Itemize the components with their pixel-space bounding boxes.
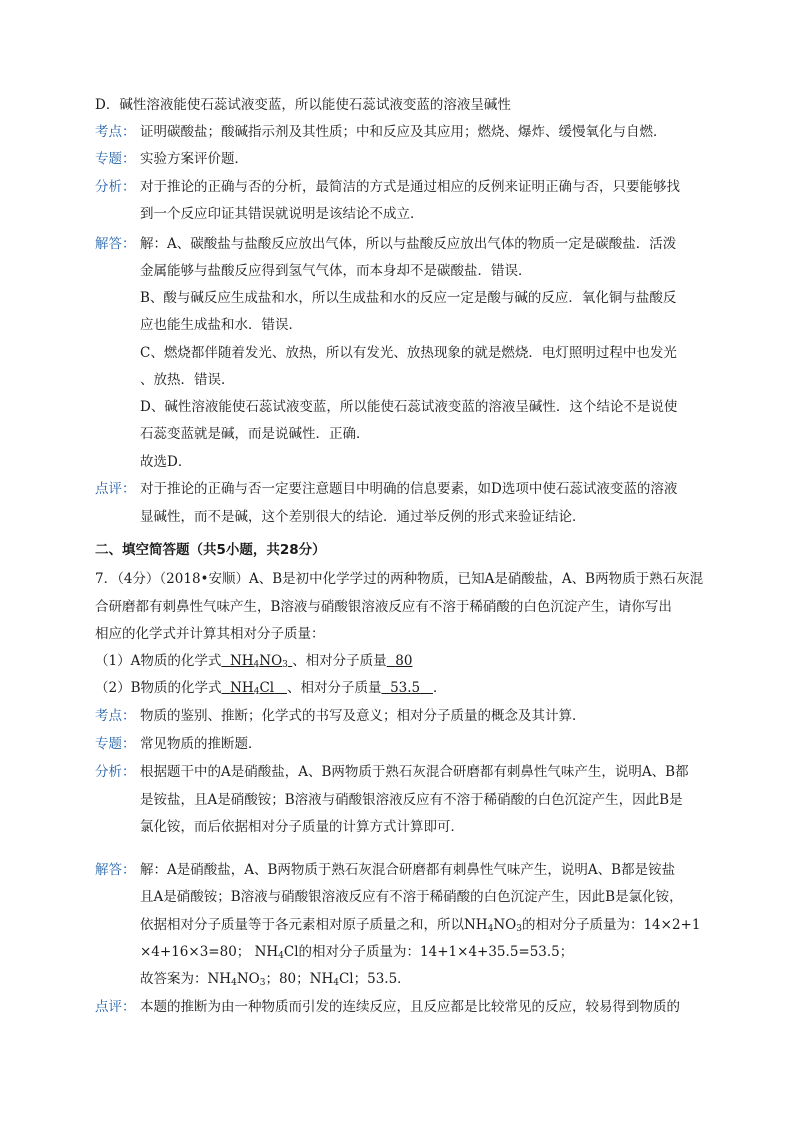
dianping-line: 对于推论的正确与否一定要注意题目中明确的信息要素，如D选项中使石蕊试液变蓝的溶液	[140, 481, 678, 497]
fenxi-label: 分析：	[95, 179, 136, 195]
q7-jieda-line: 且A是硝酸铵；B溶液与硝酸银溶液反应有不溶于稀硝酸的白色沉淀产生，因此B是氯化铵，	[140, 889, 683, 905]
q7-jieda-label: 解答：	[95, 862, 136, 878]
q7-jieda-line: 依据相对分子质量等于各元素相对原子质量之和，所以$NH_4NO_3$的相对分子质量为：14×2+1	[140, 917, 701, 934]
sub2-mid: 、相对分子质量	[286, 680, 382, 696]
q7-sub2: （2）B物质的化学式 $NH_4Cl$ 、相对分子质量 53.5 ．	[95, 675, 705, 702]
kaodian-label: 考点：	[95, 124, 136, 140]
section-heading: 二、填空简答题（共5小题，共28分）	[95, 542, 326, 558]
q7-jieda-answer: 故答案为：$NH_4NO_3$；80；$NH_4Cl$；53.5．	[140, 971, 411, 988]
jieda-line: 故选D．	[140, 454, 192, 470]
q7-kaodian-label: 考点：	[95, 708, 136, 724]
q7-fenxi-label: 分析：	[95, 764, 136, 780]
sub2-answer-mass: 53.5	[390, 680, 421, 696]
jieda-line: 金属能够与盐酸反应得到氢气气体，而本身却不是碳酸盐．错误．	[140, 263, 532, 279]
zhuanti-label: 专题：	[95, 151, 136, 167]
sub1-prefix: （1）A物质的化学式	[95, 653, 222, 669]
q7-jieda-line: ×4+16×3=80； $NH_4Cl$的相对分子质量为：14+1×4+35.5=53.5；	[140, 944, 574, 961]
jieda-line: 、放热．错误．	[140, 372, 235, 388]
q7-zhuanti-label: 专题：	[95, 736, 136, 752]
q7-zhuanti-text: 常见物质的推断题．	[140, 736, 262, 752]
option-d-text: D．碱性溶液能使石蕊试液变蓝，所以能使石蕊试液变蓝的溶液呈碱性	[95, 97, 511, 113]
jieda-line: 石蕊变蓝就是碱，而是说碱性．正确．	[140, 426, 370, 442]
q7-stem-line: 相应的化学式并计算其相对分子质量：	[95, 626, 325, 642]
q7-fenxi-line: 是铵盐，且A是硝酸铵；B溶液与硝酸银溶液反应有不溶于稀硝酸的白色沉淀产生，因此B是	[140, 792, 683, 808]
q7-stem-line: 7．（4分）（2018•安顺）A、B是初中化学学过的两种物质，已知A是硝酸盐，A、B两物质于熟石灰混	[95, 571, 704, 587]
q7-dianping-label: 点评：	[95, 999, 136, 1015]
jieda-line: C、燃烧都伴随着发光、放热，所以有发光、放热现象的就是燃烧．电灯照明过程中也发光	[140, 345, 677, 361]
jieda-line: 应也能生成盐和水．错误．	[140, 317, 302, 333]
sub1-answer-mass: 80	[395, 653, 413, 669]
q7-jieda-line: 解：A是硝酸盐，A、B两物质于熟石灰混合研磨都有刺鼻性气味产生，说明A、B都是铵盐	[140, 862, 676, 878]
q7-fenxi-line: 氯化铵，而后依据相对分子质量的计算方式计算即可．	[140, 819, 464, 835]
fenxi-line: 到一个反应印证其错误就说明是该结论不成立．	[140, 206, 424, 222]
sub1-mid: 、相对分子质量	[292, 653, 387, 669]
jieda-line: D、碱性溶液能使石蕊试液变蓝，所以能使石蕊试液变蓝的溶液呈碱性．这个结论不是说使	[140, 399, 678, 415]
q7-sub1	[95, 648, 705, 675]
q7-stem-line: 合研磨都有刺鼻性气味产生，B溶液与硝酸银溶液反应有不溶于稀硝酸的白色沉淀产生，请你写出	[95, 599, 672, 615]
sub2-prefix: （2）B物质的化学式	[95, 680, 222, 696]
q7-dianping-text: 本题的推断为由一种物质而引发的连续反应，且反应都是比较常见的反应，较易得到物质的	[140, 999, 680, 1015]
dianping-label: 点评：	[95, 481, 136, 497]
zhuanti-text: 实验方案评价题．	[140, 151, 248, 167]
q7-kaodian-text: 物质的鉴别、推断；化学式的书写及意义；相对分子质量的概念及其计算．	[140, 708, 586, 724]
jieda-label: 解答：	[95, 236, 136, 252]
jieda-line: B、酸与碱反应生成盐和水，所以生成盐和水的反应一定是酸与碱的反应．氧化铜与盐酸反	[140, 290, 677, 306]
sub2-answer-formula: $NH_4Cl$	[230, 680, 275, 697]
jieda-line: 解：A、碳酸盐与盐酸反应放出气体，所以与盐酸反应放出气体的物质一定是碳酸盐．活泼	[140, 236, 677, 252]
kaodian-text: 证明碳酸盐；酸碱指示剂及其性质；中和反应及其应用；燃烧、爆炸、缓慢氧化与自燃．	[140, 124, 667, 140]
fenxi-line: 对于推论的正确与否的分析，最简洁的方式是通过相应的反例来证明正确与否，只要能够找	[140, 179, 680, 195]
dianping-line: 显碱性，而不是碱，这个差别很大的结论．通过举反例的形式来验证结论．	[140, 509, 586, 525]
sub1-answer-formula: $NH_4NO_3$	[229, 653, 288, 670]
q7-fenxi-line: 根据题干中的A是硝酸盐，A、B两物质于熟石灰混合研磨都有刺鼻性气味产生，说明A、B都	[140, 764, 689, 780]
